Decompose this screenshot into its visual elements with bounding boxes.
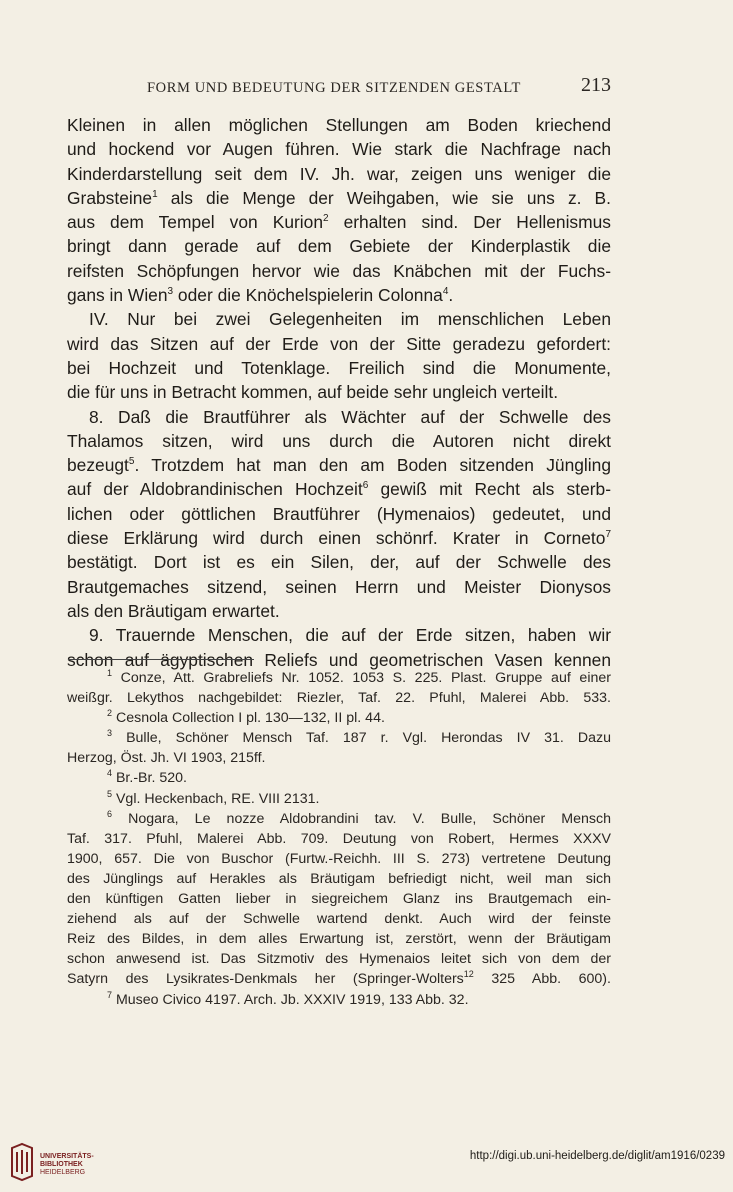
running-title: FORM UND BEDEUTUNG DER SITZENDEN GESTALT [147,80,521,96]
library-name-line: UNIVERSITÄTS- [40,1153,94,1160]
footnote-6-cont [67,969,611,989]
footnote-text: Vgl. Heckenbach, RE. VIII 2131. [115,790,320,807]
footnote-number: 5 [107,788,113,799]
footnote-ref-3: 3 [167,286,174,298]
paragraph-3-line-1: 8. Daß die Brautführer als Wächter auf der Schwelle des [89,406,611,427]
footnote-text: Cesnola Collection I pl. 130—132, II pl. 44. [115,710,385,727]
footnote-6-cont: Taf. 317. Pfuhl, Malerei Abb. 709. Deutung von Robert, Hermes XXXV [67,830,611,847]
paragraph-3-line-3 [67,453,611,477]
footnote-5 [67,789,611,809]
library-name [40,1153,94,1177]
footnote-3 [67,728,611,748]
footnote-number: 7 [107,989,113,1000]
paragraph-1-line-1: Kleinen in allen möglichen Stellungen am Boden kriechend [67,115,611,135]
text-run: Satyrn des Lysikrates-Denkmals her (Springer-Wolters [67,971,464,988]
footnote-6-cont: Reiz des Bildes, in dem alles Erwartung ist, zerstört, wenn der Bräutigam [67,931,611,948]
library-name-line: HEIDELBERG [40,1169,86,1176]
text-run: oder die Knöchelspielerin Colonna [173,285,443,306]
paragraph-4-line-2: schon auf ägyptischen Reliefs und geometrischen Vasen kennen [67,649,611,670]
paragraph-1-line-4 [67,186,611,210]
footnote-ref-5: 5 [128,456,135,468]
paragraph-3-line-2: Thalamos sitzen, wird uns durch die Autoren nicht direkt [67,430,611,451]
running-head [67,74,611,102]
paragraph-2-line-4: die für uns in Betracht kommen, auf beide sehr ungleich verteilt. [67,382,559,403]
text-run: gans in Wien [67,285,168,306]
footnote-number: 1 [107,668,113,678]
footnote-ref-1: 1 [152,188,158,200]
footnote-6-cont: den künftigen Gatten lieber in siegreichem Glanz ins Brautgemach ein- [67,891,611,908]
paragraph-1-line-2: und hockend vor Augen führen. Wie stark die Nachfrage nach [67,139,611,160]
library-emblem-icon [8,1142,36,1182]
source-url-link[interactable]: http://digi.ub.uni-heidelberg.de/diglit/am1916/0239 [469,1150,725,1162]
footnote-text: Museo Civico 4197. Arch. Jb. XXXIV 1919, 133 Abb. 32. [115,991,469,1008]
footnote-1-cont: weißgr. Lekythos nachgebildet: Riezler, Taf. 22. Pfuhl, Malerei Abb. 533. [67,690,611,707]
library-name-line: BIBLIOTHEK [40,1161,83,1168]
text-run: bezeugt [67,455,129,476]
paragraph-1-line-5 [67,210,611,234]
text-run: aus dem Tempel von Kurion [67,212,324,233]
text-run: erhalten sind. Der Hellenismus [328,212,611,233]
text-run: gewiß mit Recht als sterb- [368,479,611,500]
paragraph-3-line-7: bestätigt. Dort ist es ein Silen, der, auf der Schwelle des [67,552,611,573]
footnote-1 [67,668,611,688]
paragraph-1-line-8 [67,283,611,307]
footnote-number: 4 [107,768,113,779]
footnote-divider [68,659,254,660]
text-run: als die Menge der Weihgaben, wie sie uns z. B. [157,187,611,208]
footnote-6-cont: schon anwesend ist. Das Sitzmotiv des Hymenaios leitet sich von dem der [67,951,611,968]
footnote-7 [67,990,611,1010]
paragraph-3-line-8: Brautgemaches sitzend, seinen Herrn und Meister Dionysos [67,576,611,597]
paragraph-1-line-7: reifsten Schöpfungen hervor wie das Knäbchen mit der Fuchs- [67,260,611,281]
footnote-6-cont: ziehend als auf der Schwelle wartend denkt. Auch wird der feinste [67,911,611,928]
text-run: auf der Aldobrandinischen Hochzeit [67,479,363,500]
paragraph-3-line-9: als den Bräutigam erwartet. [67,600,280,621]
footnote-2 [67,708,611,728]
footnote-text: Nogara, Le nozze Aldobrandini tav. V. Bulle, Schöner Mensch [128,810,611,827]
footnote-text: Conze, Att. Grabreliefs Nr. 1052. 1053 S. 225. Plast. Gruppe auf einer [120,670,611,686]
footnote-6-cont: 1900, 657. Die von Buschor (Furtw.-Reichh. III S. 273) vertretene Deutung [67,850,611,867]
footnotes [67,668,611,1010]
footnote-ref-7: 7 [605,529,611,541]
paragraph-2-line-1: IV. Nur bei zwei Gelegenheiten im menschlichen Leben [89,309,611,330]
edition-superscript: 12 [463,969,474,980]
paragraph-1-line-6: bringt dann gerade auf dem Gebiete der Kinderplastik die [67,236,611,257]
footnote-number: 2 [107,708,113,719]
footnote-text: Bulle, Schöner Mensch Taf. 187 r. Vgl. Herondas IV 31. Dazu [126,730,611,747]
footnote-6 [67,809,611,829]
paragraph-4-line-1: 9. Trauernde Menschen, die auf der Erde sitzen, haben wir [89,625,611,646]
footnote-number: 3 [107,728,113,739]
footnote-text: Br.-Br. 520. [115,770,187,787]
body-text [67,113,611,672]
library-logo[interactable] [8,1142,138,1184]
text-run: 325 Abb. 600). [473,971,611,988]
footnote-3-cont: Herzog, Öst. Jh. VI 1903, 215ff. [67,750,266,767]
footnote-ref-6: 6 [362,480,369,492]
paragraph-1-line-3: Kinderdarstellung seit dem IV. Jh. war, zeigen uns weniger die [67,163,611,184]
footnote-ref-2: 2 [323,213,329,225]
text-run: diese Erklärung wird durch einen schönrf. Krater in Corneto [67,528,606,549]
paragraph-2-line-2: wird das Sitzen auf der Erde von der Sitte geradezu gefordert: [67,333,611,354]
paragraph-3-line-5: lichen oder göttlichen Brautführer (Hymenaios) gedeutet, und [67,503,611,524]
text-run: . Trotzdem hat man den am Boden sitzenden Jüngling [134,455,611,476]
footnote-number: 6 [107,808,113,819]
footnote-6-cont: des Jünglings auf Herakles als Bräutigam befriedigt nicht, weil man sich [67,870,611,887]
paragraph-3-line-6 [67,526,611,550]
footnote-4 [67,768,611,788]
paragraph-3-line-4 [67,477,611,501]
footnote-ref-4: 4 [442,286,449,298]
paragraph-2-line-3: bei Hochzeit und Totenklage. Freilich sind die Monumente, [67,357,611,378]
text-run: Grabsteine [67,187,153,208]
page-number: 213 [581,74,611,96]
text-run: . [448,285,454,306]
